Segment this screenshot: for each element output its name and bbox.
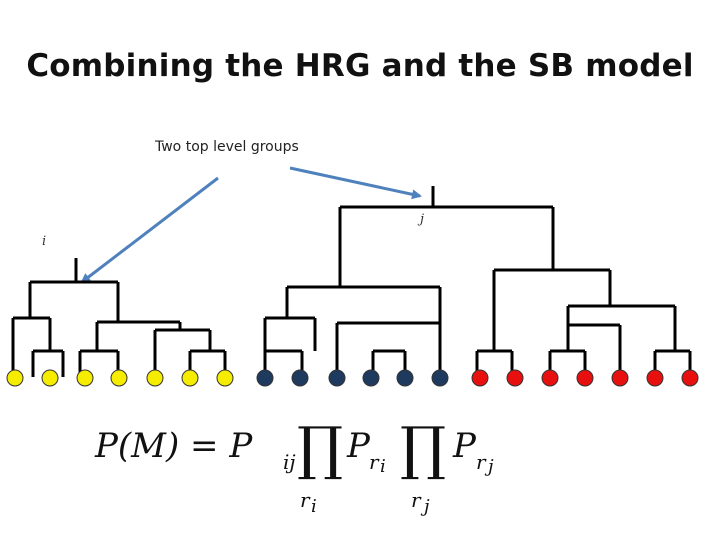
prod2-under: r xyxy=(411,488,421,512)
leaf-node xyxy=(397,370,413,386)
tree-right-group xyxy=(265,186,690,377)
leaf-node xyxy=(577,370,593,386)
leaf-node xyxy=(217,370,233,386)
leaf-node xyxy=(647,370,663,386)
leaf-node xyxy=(432,370,448,386)
formula-lhs-sub: ij xyxy=(283,450,296,474)
product-symbol-2: ∏ xyxy=(400,414,447,482)
leaf-node xyxy=(257,370,273,386)
term2-subsub: j xyxy=(488,456,494,477)
prod2-under-sub: j xyxy=(424,496,430,517)
leaf-node xyxy=(292,370,308,386)
leaf-node xyxy=(542,370,558,386)
leaf-node xyxy=(182,370,198,386)
page-title: Combining the HRG and the SB model xyxy=(26,48,694,84)
term1: P xyxy=(347,426,370,466)
prod1-under-sub: i xyxy=(311,496,317,517)
leaf-node xyxy=(77,370,93,386)
term2: P xyxy=(453,426,476,466)
leaf-node xyxy=(111,370,127,386)
leaf-node xyxy=(147,370,163,386)
leaf-node xyxy=(329,370,345,386)
formula-lhs: P(M) = P xyxy=(95,426,253,466)
prod1-under: r xyxy=(300,488,310,512)
term2-sub: r xyxy=(476,450,486,474)
arrow-to-left-group xyxy=(82,178,218,282)
leaf-node xyxy=(42,370,58,386)
annotation-label: Two top level groups xyxy=(155,139,299,155)
leaf-node xyxy=(7,370,23,386)
leaf-node xyxy=(507,370,523,386)
product-symbol-1: ∏ xyxy=(297,414,344,482)
leaf-node xyxy=(472,370,488,386)
label-i: i xyxy=(42,234,47,249)
leaf-node xyxy=(682,370,698,386)
leaf-node xyxy=(612,370,628,386)
term1-subsub: i xyxy=(380,456,386,477)
leaf-node xyxy=(363,370,379,386)
likelihood-formula xyxy=(95,414,515,518)
arrow-to-right-group xyxy=(290,168,420,196)
tree-left-group xyxy=(13,258,225,377)
label-j: j xyxy=(420,212,425,227)
term1-sub: r xyxy=(369,450,379,474)
